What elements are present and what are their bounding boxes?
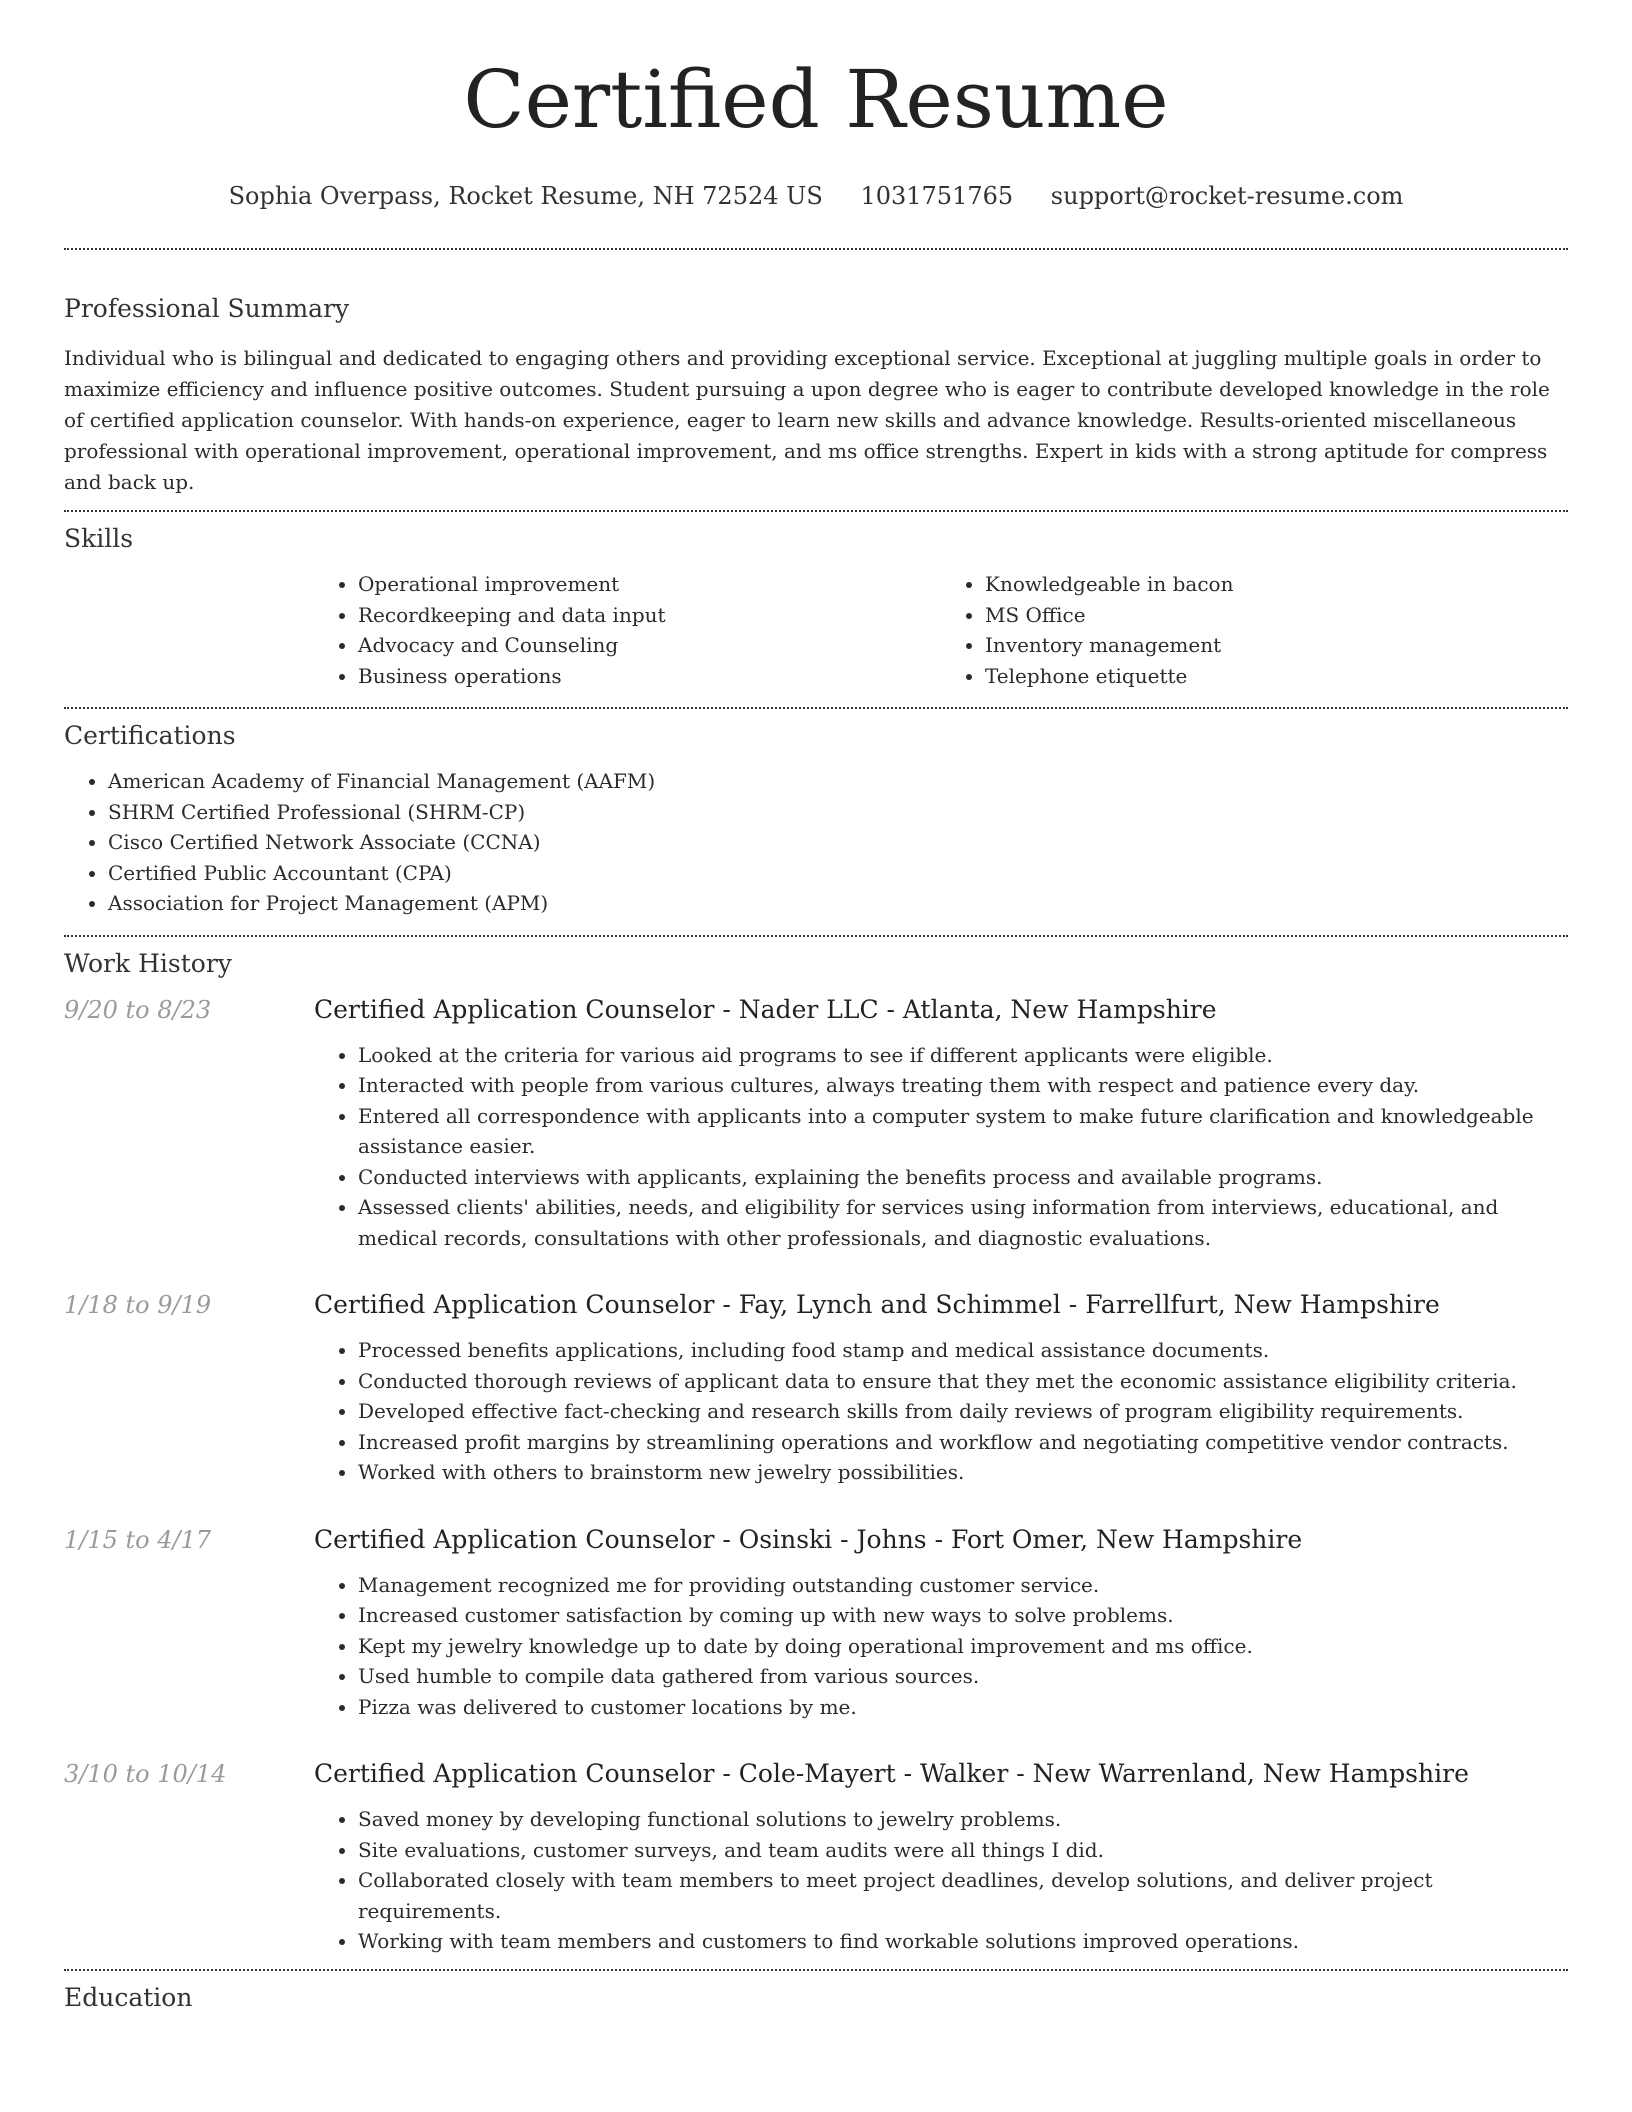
education-section — [64, 1983, 1568, 2012]
job-body — [314, 1289, 1568, 1488]
education-heading: Education — [64, 1982, 193, 2012]
job-date: 1/18 to 9/19 — [64, 1291, 212, 1319]
skill-item: • Telephone etiquette — [985, 661, 1568, 692]
job-bullet: • Pizza was delivered to customer locations by me. — [358, 1692, 1568, 1723]
job-bullet: • Working with team members and customers to find workable solutions improved operations. — [358, 1926, 1568, 1957]
certification-item: • American Academy of Financial Management (AAFM) — [108, 766, 1568, 797]
job-bullets — [314, 1040, 1568, 1254]
skill-item: • MS Office — [985, 600, 1568, 631]
resume-title: Certified Resume — [463, 53, 1169, 146]
contact-phone: 1031751765 — [860, 182, 1014, 210]
skill-item: • Inventory management — [985, 630, 1568, 661]
certifications-section — [64, 721, 1568, 919]
job-bullet: • Processed benefits applications, including food stamp and medical assistance documents. — [358, 1335, 1568, 1366]
job-body — [314, 1758, 1568, 1957]
job-bullet: • Increased customer satisfaction by coming up with new ways to solve problems. — [358, 1600, 1568, 1631]
contact-email: support@rocket-resume.com — [1050, 182, 1404, 210]
contact-address: Sophia Overpass, Rocket Resume, NH 72524 US — [228, 182, 823, 210]
divider — [64, 510, 1568, 512]
job-date: 3/10 to 10/14 — [64, 1760, 227, 1788]
certifications-heading: Certifications — [64, 721, 236, 750]
job-body — [314, 1524, 1568, 1723]
contact-line — [64, 182, 1568, 210]
certifications-list — [64, 766, 1568, 919]
divider — [64, 248, 1568, 250]
skills-heading: Skills — [64, 524, 134, 553]
job-body — [314, 994, 1568, 1254]
divider — [64, 707, 1568, 709]
skills-section — [64, 524, 1568, 691]
skills-grid — [314, 569, 1568, 691]
job-bullet: • Developed effective fact-checking and research skills from daily reviews of program eligibility requirements. — [358, 1396, 1568, 1427]
skills-list-left — [314, 569, 941, 691]
job-bullet: • Site evaluations, customer surveys, and team audits were all things I did. — [358, 1835, 1568, 1866]
job-entry — [64, 1758, 1568, 1957]
job-bullet: • Kept my jewelry knowledge up to date by doing operational improvement and ms office. — [358, 1631, 1568, 1662]
job-entry — [64, 994, 1568, 1254]
summary-text: Individual who is bilingual and dedicated to engaging others and providing exceptional service. Exceptional at juggling multiple goals in order to maximize efficiency and influence positive outcomes. Student pursuing a upon degree who is eager to contribute developed knowledge in the role of certified application counselor. With hands-on experience, eager to learn new skills and advance knowledge. Results-oriented miscellaneous professional with operational improvement, operational improvement, and ms office strengths. Expert in kids with a strong aptitude for compress and back up. — [64, 346, 1550, 494]
job-bullet: • Used humble to compile data gathered from various sources. — [358, 1661, 1568, 1692]
job-bullet: • Entered all correspondence with applicants into a computer system to make future clarification and knowledgeable assistance easier. — [358, 1101, 1568, 1162]
job-bullet: • Collaborated closely with team members to meet project deadlines, develop solutions, and deliver project requirements. — [358, 1865, 1568, 1926]
divider — [64, 935, 1568, 937]
certification-item: • Certified Public Accountant (CPA) — [108, 858, 1568, 889]
skill-item: • Knowledgeable in bacon — [985, 569, 1568, 600]
job-entry — [64, 1524, 1568, 1723]
job-bullets — [314, 1335, 1568, 1488]
summary-heading: Professional Summary — [64, 294, 350, 323]
job-title: Certified Application Counselor - Nader LLC - Atlanta, New Hampshire — [314, 994, 1217, 1024]
divider — [64, 1969, 1568, 1971]
skill-item: • Operational improvement — [358, 569, 941, 600]
job-title: Certified Application Counselor - Fay, Lynch and Schimmel - Farrellfurt, New Hampshire — [314, 1290, 1440, 1319]
job-bullet: • Interacted with people from various cultures, always treating them with respect and patience every day. — [358, 1070, 1568, 1101]
summary-section — [64, 294, 1568, 498]
job-title: Certified Application Counselor - Cole-Mayert - Walker - New Warrenland, New Hampshire — [314, 1759, 1469, 1788]
certification-item: • SHRM Certified Professional (SHRM-CP) — [108, 797, 1568, 828]
job-bullet: • Conducted thorough reviews of applicant data to ensure that they met the economic assistance eligibility criteria. — [358, 1366, 1568, 1397]
certification-item: • Association for Project Management (APM) — [108, 888, 1568, 919]
skill-item: • Recordkeeping and data input — [358, 600, 941, 631]
certification-item: • Cisco Certified Network Associate (CCNA) — [108, 827, 1568, 858]
job-entry — [64, 1289, 1568, 1488]
work-history-section — [64, 949, 1568, 1957]
job-date: 9/20 to 8/23 — [64, 995, 212, 1024]
job-date: 1/15 to 4/17 — [64, 1525, 212, 1554]
job-bullet: • Saved money by developing functional solutions to jewelry problems. — [358, 1804, 1568, 1835]
job-bullet: • Assessed clients' abilities, needs, and eligibility for services using information from interviews, educational, and medical records, consultations with other professionals, and diagnostic evaluations. — [358, 1192, 1568, 1253]
job-bullets — [314, 1804, 1568, 1957]
job-bullet: • Looked at the criteria for various aid programs to see if different applicants were eligible. — [358, 1040, 1568, 1071]
skill-item: • Business operations — [358, 661, 941, 692]
skill-item: • Advocacy and Counseling — [358, 630, 941, 661]
job-bullet: • Increased profit margins by streamlining operations and workflow and negotiating competitive vendor contracts. — [358, 1427, 1568, 1458]
job-title: Certified Application Counselor - Osinski - Johns - Fort Omer, New Hampshire — [314, 1524, 1303, 1554]
job-bullet: • Management recognized me for providing outstanding customer service. — [358, 1570, 1568, 1601]
work-history-heading: Work History — [64, 948, 232, 978]
skills-list-right — [941, 569, 1568, 691]
job-bullet: • Worked with others to brainstorm new jewelry possibilities. — [358, 1457, 1568, 1488]
job-bullet: • Conducted interviews with applicants, explaining the benefits process and available programs. — [358, 1162, 1568, 1193]
job-bullets — [314, 1570, 1568, 1723]
